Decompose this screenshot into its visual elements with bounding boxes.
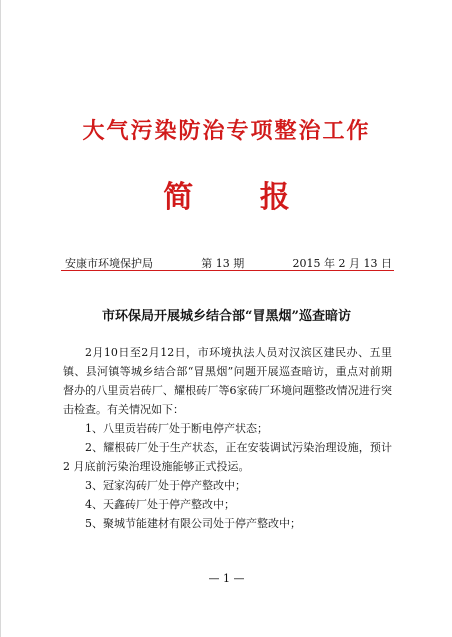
- list-item: 2、耀根砖厂处于生产状态，正在安装调试污染治理设施，预计 2 月底前污染治理设施能够正式投运。: [63, 441, 392, 473]
- issue-meta: [65, 255, 392, 271]
- bulletin-subtitle: 简 报: [163, 180, 318, 215]
- article-headline: 市环保局开展城乡结合部“冒黑烟”巡查暗访: [102, 309, 351, 324]
- page-number: — 1 —: [208, 572, 245, 585]
- list-item: 4、天鑫砖厂处于停产整改中；: [85, 498, 235, 511]
- list-item: 5、聚城节能建材有限公司处于停产整改中；: [85, 517, 301, 530]
- list-item: 1、八里贡岩砖厂处于断电停产状态；: [85, 422, 268, 435]
- red-divider: [61, 270, 394, 271]
- issue-date: 2015 年 2 月 13 日: [292, 257, 392, 270]
- list-item: 3、冠家沟砖厂处于停产整改中；: [85, 479, 246, 492]
- issuer: 安康市环境保护局: [65, 257, 153, 270]
- bulletin-title: 大气污染防治专项整治工作: [82, 118, 371, 144]
- issue-number: 第 13 期: [201, 257, 245, 270]
- article-body: [63, 343, 392, 533]
- intro-paragraph: 2月10日至2月12日，市环境执法人员对汉滨区建民办、五里镇、县河镇等城乡结合部“冒黑烟”问题开展巡查暗访，重点对前期督办的八里贡岩砖厂、耀根砖厂等6家砖厂环境问题整改情况进行突击检查。有关情况如下：: [63, 346, 392, 416]
